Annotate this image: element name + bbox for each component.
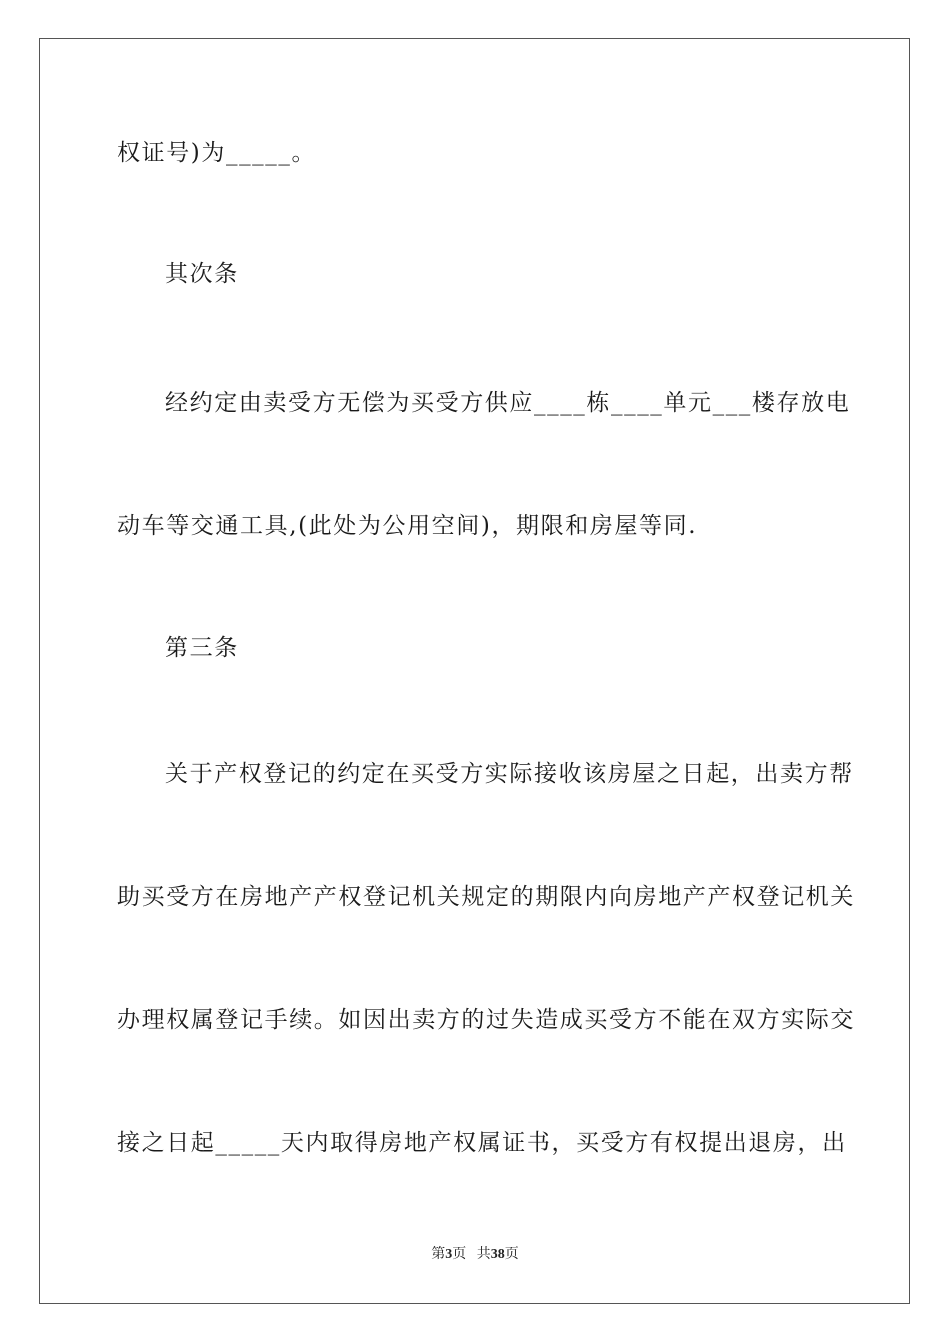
page-footer xyxy=(0,1245,950,1265)
article-heading-third: 第三条 xyxy=(165,635,239,661)
text-line-3: 动车等交通工具,(此处为公用空间)，期限和房屋等同. xyxy=(117,513,698,539)
text-line-5: 助买受方在房地产产权登记机关规定的期限内向房地产产权登记机关 xyxy=(117,884,855,910)
text-line-1: 权证号)为_____。 xyxy=(117,140,317,166)
page-border xyxy=(39,38,910,1304)
total-page-count: 38 xyxy=(490,1247,505,1262)
total-prefix: 共 xyxy=(476,1247,491,1262)
text-line-2: 经约定由卖受方无偿为买受方供应____栋____单元___楼存放电 xyxy=(165,390,851,416)
text-line-6: 办理权属登记手续。如因出卖方的过失造成买受方不能在双方实际交 xyxy=(117,1007,855,1033)
total-suffix: 页 xyxy=(504,1247,519,1262)
current-page-number: 3 xyxy=(445,1247,453,1262)
text-line-4: 关于产权登记的约定在买受方实际接收该房屋之日起，出卖方帮 xyxy=(165,761,854,787)
article-heading-second: 其次条 xyxy=(165,261,239,287)
page-suffix: 页 xyxy=(452,1247,467,1262)
text-line-7: 接之日起_____天内取得房地产权属证书，买受方有权提出退房，出 xyxy=(117,1130,847,1156)
page-prefix: 第 xyxy=(431,1247,446,1262)
